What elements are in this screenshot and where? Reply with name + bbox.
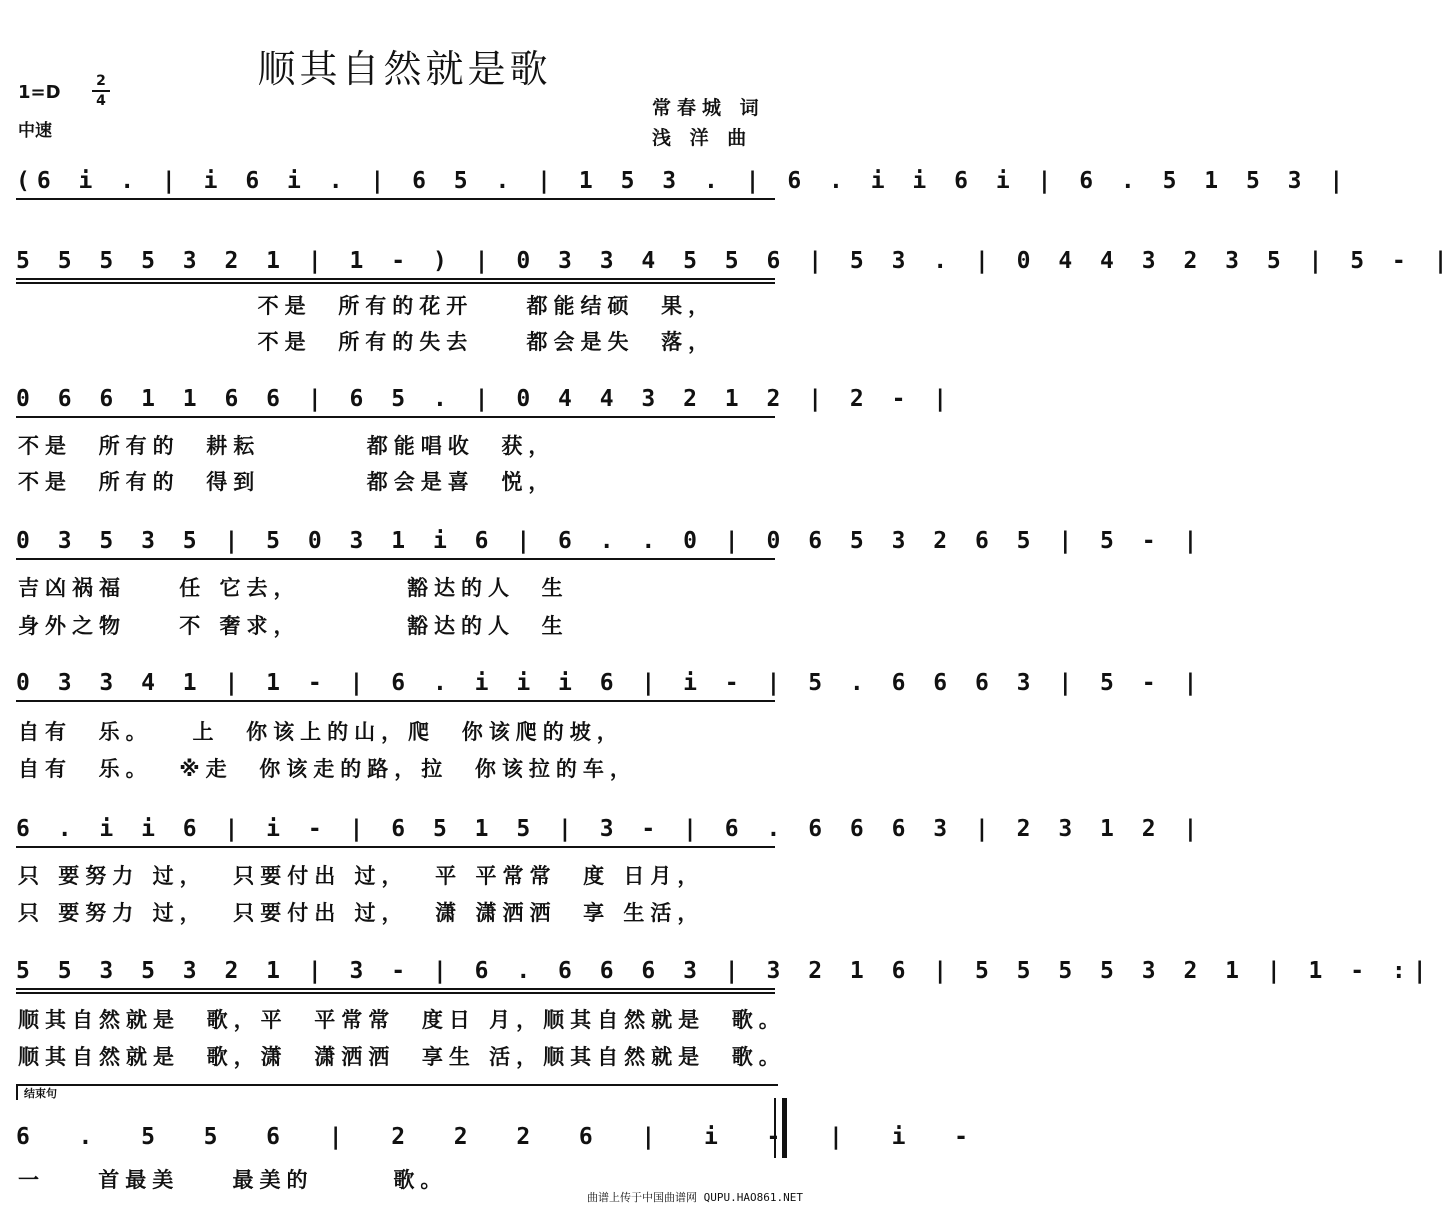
ending-bracket xyxy=(16,1084,778,1100)
beam-line xyxy=(16,558,775,560)
ending-label: 结束句 xyxy=(24,1087,57,1100)
final-barline xyxy=(774,1098,787,1158)
lyric-line: 不是 所有的花开 都能结硕 果， xyxy=(18,294,716,318)
lyric-line: 不是 所有的 耕耘 都能唱收 获， xyxy=(18,434,556,458)
lyric-line: 顺其自然就是 歌，平 平常常 度日 月，顺其自然就是 歌。 xyxy=(18,1008,786,1032)
ending-notation-line: 6 . 5 5 6 | 2 2 2 6 | i - | i - xyxy=(16,1124,975,1150)
notation-line: 0 3 5 3 5 | 5 0 3 1 i 6 | 6 . . 0 | 0 6 5 3 2 6 5 | 5 - | xyxy=(16,528,1205,554)
lyric-line: 吉凶祸福 任 它去， 豁达的人 生 xyxy=(18,576,569,600)
ending-system xyxy=(0,1116,975,1160)
notation-line: 0 6 6 1 1 6 6 | 6 5 . | 0 4 4 3 2 1 2 | 2 - | xyxy=(16,386,955,412)
notation-line: 6 . i i 6 | i - | 6 5 1 5 | 3 - | 6 . 6 6 6 3 | 2 3 1 2 | xyxy=(16,816,1205,842)
score-system-3 xyxy=(0,378,955,422)
beam-line-double xyxy=(16,992,775,994)
score-system-2 xyxy=(0,240,1454,284)
time-signature xyxy=(90,73,112,109)
meter-top: 2 xyxy=(96,73,106,89)
score-system-6 xyxy=(0,808,1205,852)
beam-line xyxy=(16,278,775,280)
meter-bottom: 4 xyxy=(96,93,106,109)
lyric-line: 顺其自然就是 歌，潇 潇洒洒 享生 活，顺其自然就是 歌。 xyxy=(18,1045,786,1069)
notation-line: (6 i . | i 6 i . | 6 5 . | 1 5 3 . | 6 . i i 6 i | 6 . 5 1 5 3 | xyxy=(16,168,1351,194)
page-title: 顺其自然就是歌 xyxy=(257,47,552,91)
beam-line xyxy=(16,416,775,418)
notation-line: 0 3 3 4 1 | 1 - | 6 . i i i 6 | i - | 5 . 6 6 6 3 | 5 - | xyxy=(16,670,1205,696)
lyric-line: 不是 所有的失去 都会是失 落， xyxy=(18,330,716,354)
beam-line xyxy=(16,198,775,200)
lyric-line: 自有 乐。 ※走 你该走的路，拉 你该拉的车， xyxy=(18,757,637,781)
notation-line: 5 5 5 5 3 2 1 | 1 - ) | 0 3 3 4 5 5 6 | 5 3 . | 0 4 4 3 2 3 5 | 5 - | xyxy=(16,248,1454,274)
ending-lyric-line: 一 首最美 最美的 歌。 xyxy=(18,1168,448,1192)
composer-credit: 浅 洋 曲 xyxy=(652,127,753,149)
key-signature: 1=D xyxy=(18,82,61,103)
score-system-7 xyxy=(0,950,1434,994)
watermark-footer: 曲谱上传于中国曲谱网 QUPU.HAO861.NET xyxy=(587,1191,803,1204)
tempo-marking: 中速 xyxy=(18,121,52,141)
lyric-line: 只 要努力 过， 只要付出 过， 平 平常常 度 日月， xyxy=(18,864,705,888)
lyricist-credit: 常春城 词 xyxy=(652,97,765,119)
lyric-line: 只 要努力 过， 只要付出 过， 潇 潇洒洒 享 生活， xyxy=(18,901,705,925)
score-system-1 xyxy=(0,160,1351,204)
beam-line xyxy=(16,988,775,990)
beam-line xyxy=(16,700,775,702)
score-system-5 xyxy=(0,662,1205,706)
notation-line: 5 5 3 5 3 2 1 | 3 - | 6 . 6 6 6 3 | 3 2 1 6 | 5 5 5 5 3 2 1 | 1 - :| xyxy=(16,958,1434,984)
score-system-4 xyxy=(0,520,1205,564)
meter-divider xyxy=(92,90,110,92)
lyric-line: 自有 乐。 上 你该上的山，爬 你该爬的坡， xyxy=(18,720,624,744)
lyric-line: 身外之物 不 奢求， 豁达的人 生 xyxy=(18,614,569,638)
lyric-line: 不是 所有的 得到 都会是喜 悦， xyxy=(18,470,556,494)
beam-line xyxy=(16,846,775,848)
beam-line-double xyxy=(16,282,775,284)
